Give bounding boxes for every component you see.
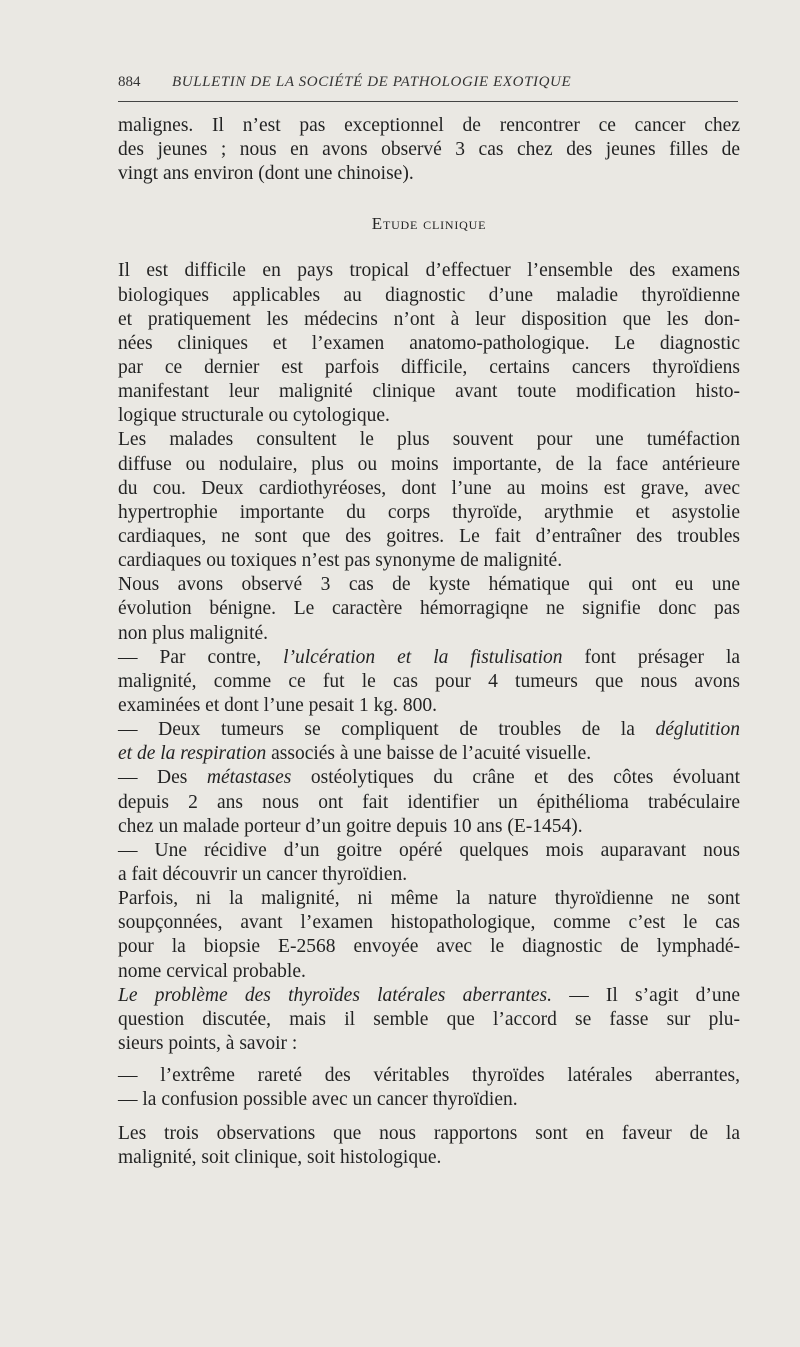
text-fragment: — Il s’agit d’une [551, 984, 740, 1006]
text-line: du cou. Deux cardiothyréoses, dont l’une au moins est grave, avec [118, 477, 740, 499]
text-line [118, 984, 740, 1008]
italic-phrase: déglutition [655, 719, 740, 741]
text-line [118, 718, 740, 742]
text-line: Nous avons observé 3 cas de kyste hématique qui ont eu une [118, 574, 740, 596]
italic-phrase: l’ulcération et la fistulisation [283, 646, 563, 668]
text-line: chez un malade porteur d’un goitre depuis 10 ans (E-1454). [118, 815, 583, 837]
text-line: Il est difficile en pays tropical d’effectuer l’ensemble des examens [118, 260, 740, 282]
text-line [118, 766, 740, 790]
text-line [118, 742, 740, 766]
italic-phrase: et de la respiration [118, 743, 267, 765]
text-fragment: — Des [118, 767, 207, 789]
section-heading-rest: tude clinique [382, 214, 487, 234]
text-line: malignes. Il n’est pas exceptionnel de rencontrer ce cancer chez [118, 115, 740, 136]
text-line: depuis 2 ans nous ont fait identifier un épithélioma trabéculaire [118, 791, 740, 813]
text-line: nées cliniques et l’examen anatomo-pathologique. Le diagnostic [118, 332, 740, 354]
text-line: cardiaques ou toxiques n’est pas synonyme de malignité. [118, 550, 563, 572]
text-line: hypertrophie importante du corps thyroïde, arythmie et asystolie [118, 501, 740, 523]
text-line: par ce dernier est parfois difficile, certains cancers thyroïdiens [118, 356, 740, 378]
text-line: biologiques applicables au diagnostic d’une maladie thyroïdienne [118, 284, 740, 306]
list-item: — la confusion possible avec un cancer thyroïdien. [118, 1089, 518, 1111]
text-fragment: font présager la [562, 646, 741, 668]
italic-phrase: Le problème des thyroïdes latérales aberrantes. [118, 984, 552, 1006]
spacer [118, 1112, 740, 1122]
text-line: cardiaques, ne sont que des goitres. Le fait d’entraîner des troubles [118, 525, 740, 547]
text-line: — Une récidive d’un goitre opéré quelques mois auparavant nous [118, 839, 740, 861]
text-fragment: associés à une baisse de l’acuité visuelle. [266, 743, 592, 765]
text-line: Les trois observations que nous rapportons sont en faveur de la [118, 1123, 740, 1145]
header-rule [118, 101, 738, 102]
text-line: évolution bénigne. Le caractère hémorragiqne ne signifie donc pas [118, 598, 740, 620]
text-line: pour la biopsie E-2568 envoyée avec le diagnostic de lymphadé- [118, 936, 740, 958]
page-number: 884 [118, 74, 141, 90]
text-line: et pratiquement les médecins n’ont à leur disposition que les don- [118, 308, 740, 330]
spacer [118, 1056, 740, 1064]
list-item: — l’extrême rareté des véritables thyroïdes latérales aberrantes, [118, 1065, 740, 1087]
text-line: nome cervical probable. [118, 960, 306, 982]
text-line: sieurs points, à savoir : [118, 1032, 298, 1054]
text-fragment: — Par contre, [118, 646, 284, 668]
text-line: manifestant leur malignité clinique avant toute modification histo- [118, 381, 740, 403]
text-line: malignité, soit clinique, soit histologique. [118, 1147, 442, 1169]
text-line: a fait découvrir un cancer thyroïdien. [118, 863, 408, 885]
running-header [118, 74, 738, 96]
journal-title: BULLETIN DE LA SOCIÉTÉ DE PATHOLOGIE EXOTIQUE [172, 74, 572, 90]
section-heading-initial: E [371, 214, 383, 234]
text-line: diffuse ou nodulaire, plus ou moins importante, de la face antérieure [118, 453, 740, 475]
text-line: malignité, comme ce fut le cas pour 4 tumeurs que nous avons [118, 670, 740, 692]
article-body [118, 114, 740, 1171]
text-line: examinées et dont l’une pesait 1 kg. 800. [118, 694, 437, 716]
text-fragment: ostéolytiques du crâne et des côtes évoluant [291, 767, 740, 789]
text-line: logique structurale ou cytologique. [118, 405, 390, 427]
text-line: des jeunes ; nous en avons observé 3 cas chez des jeunes filles de [118, 139, 740, 161]
text-line [118, 646, 740, 670]
text-line: soupçonnées, avant l’examen histopathologique, comme c’est le cas [118, 912, 740, 934]
text-line: vingt ans environ (dont une chinoise). [118, 163, 414, 185]
text-line: Les malades consultent le plus souvent pour une tuméfaction [118, 429, 740, 451]
text-line: Parfois, ni la malignité, ni même la nature thyroïdienne ne sont [118, 888, 740, 910]
text-line: question discutée, mais il semble que l’accord se fasse sur plu- [118, 1008, 740, 1030]
text-line: non plus malignité. [118, 622, 269, 644]
text-fragment: — Deux tumeurs se compliquent de troubles de la [118, 719, 656, 741]
section-heading [118, 212, 740, 236]
italic-phrase: métastases [206, 767, 292, 789]
